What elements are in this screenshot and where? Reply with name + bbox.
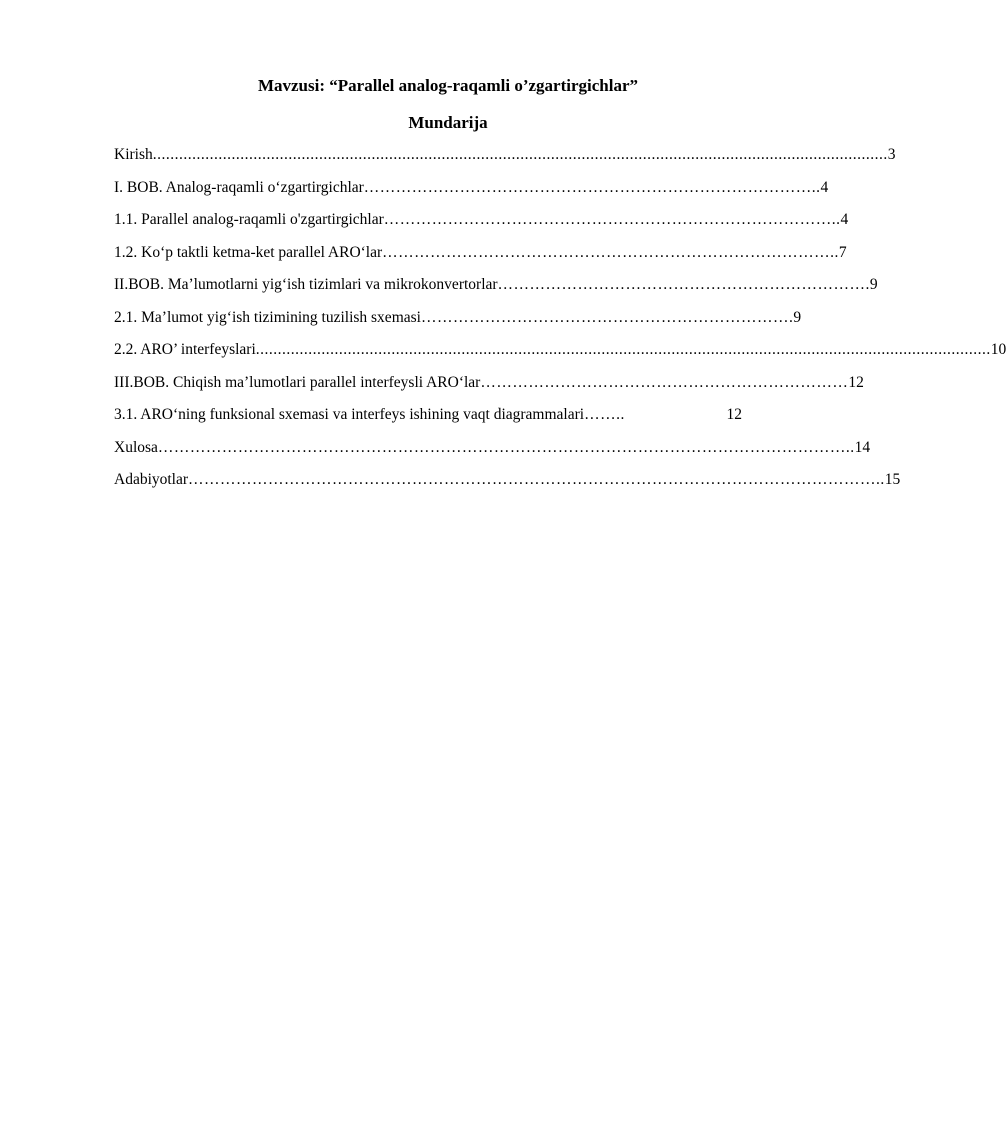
toc-entry-bob-2 bbox=[114, 274, 878, 307]
toc-entry-1-2 bbox=[114, 242, 847, 275]
toc-leader: ………………………………………………………………………….. bbox=[382, 243, 839, 261]
toc-page-number: 15 bbox=[884, 471, 901, 488]
toc-page-number: 14 bbox=[854, 438, 871, 456]
toc-page-number: 3 bbox=[887, 146, 896, 163]
toc-page-number: 9 bbox=[869, 276, 878, 293]
toc-page-number: 12 bbox=[726, 406, 742, 423]
toc-page-number: 4 bbox=[840, 211, 849, 228]
toc-leader: ……………………………………………………………. bbox=[497, 276, 870, 293]
toc-leader: ………………………………………………………………………….. bbox=[383, 211, 841, 228]
toc-entry-label: II.BOB. Ma’lumotlarni yig‘ish tizimlari va mikrokonvertorlar bbox=[114, 276, 498, 293]
toc-entry-bob-1 bbox=[114, 177, 829, 210]
document-topic: Mavzusi: “Parallel analog-raqamli o’zgartirgichlar” bbox=[257, 76, 639, 95]
toc-leader: ………………………………………………………………………………………………………………….. bbox=[157, 438, 855, 456]
toc-leader: ………………………………………………………………………….. bbox=[363, 178, 821, 196]
toc-leader: ........................................................................................................................................................................ bbox=[152, 146, 888, 163]
toc-page-number: 9 bbox=[793, 308, 802, 326]
toc-entry-kirish bbox=[114, 144, 896, 177]
toc-leader: …….. bbox=[584, 406, 625, 423]
toc-entry-2-1 bbox=[114, 307, 802, 340]
toc-entry-label: Adabiyotlar bbox=[114, 471, 189, 488]
toc-entry-label: III.BOB. Chiqish ma’lumotlari parallel interfeysli ARO‘lar bbox=[114, 373, 481, 391]
toc-leader: …………………………………………………………… bbox=[480, 373, 849, 391]
toc-leader: ………………………………………………………………………………………………………………….. bbox=[188, 471, 885, 488]
toc-entry-3-1 bbox=[114, 404, 742, 437]
toc-entry-label: 1.1. Parallel analog-raqamli o'zgartirgichlar bbox=[114, 211, 384, 228]
toc-entry-adabiyotlar bbox=[114, 469, 901, 502]
toc-entry-label: I. BOB. Analog-raqamli o‘zgartirgichlar bbox=[114, 178, 364, 196]
toc-leader: ........................................................................................................................................................................ bbox=[255, 341, 991, 358]
toc-entry-label: 1.2. Ko‘p taktli ketma-ket parallel ARO‘lar bbox=[114, 243, 383, 261]
toc-entry-bob-3 bbox=[114, 372, 864, 405]
toc-entry-2-2 bbox=[114, 339, 1006, 372]
toc-entry-label: Kirish bbox=[114, 146, 153, 163]
toc-entry-label: 3.1. ARO‘ning funksional sxemasi va interfeys ishining vaqt diagrammalari bbox=[114, 406, 585, 423]
toc-page-number: 12 bbox=[848, 373, 864, 391]
toc-entry-label: Xulosa bbox=[114, 438, 158, 456]
toc-entry-1-1 bbox=[114, 209, 849, 242]
toc-entry-xulosa bbox=[114, 437, 871, 470]
toc-leader: ……………………………………………………………. bbox=[420, 308, 794, 326]
toc-page-number: 10 bbox=[990, 341, 1006, 358]
toc-page-number: 7 bbox=[838, 243, 847, 261]
toc-entry-label: 2.2. ARO’ interfeyslari bbox=[114, 341, 256, 358]
toc-page-number: 4 bbox=[820, 178, 829, 196]
toc-title: Mundarija bbox=[408, 113, 488, 132]
table-of-contents bbox=[114, 144, 1006, 502]
toc-entry-label: 2.1. Ma’lumot yig‘ish tizimining tuzilish sxemasi bbox=[114, 308, 421, 326]
